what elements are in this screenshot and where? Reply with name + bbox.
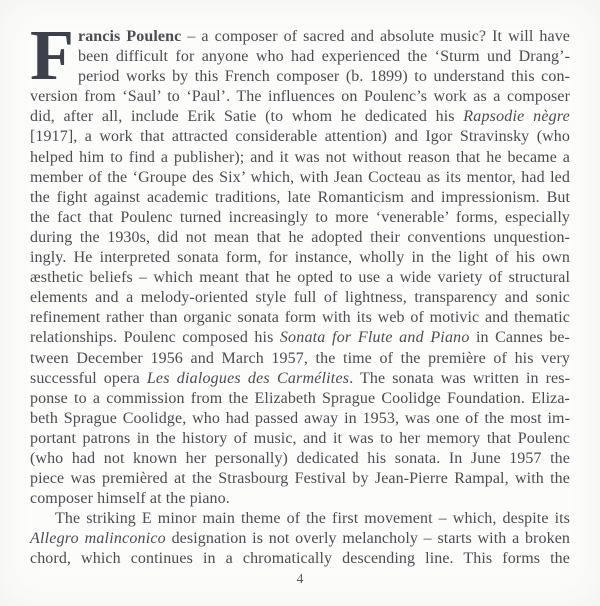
text-line: (who had not known her personally) dedicated his sonata. In June 1957 the xyxy=(30,449,570,467)
text-line: ponse to a commission from the Elizabeth Sprague Coolidge Foundation. Eliza- xyxy=(30,389,570,407)
text-line: The striking E minor main theme of the first movement – which, despite its xyxy=(55,510,570,528)
text-line: member of the ‘Groupe des Six’ which, with Jean Cocteau as its mentor, had led xyxy=(30,168,570,186)
text-line: the fight against academic traditions, late Romanticism and impressionism. But xyxy=(30,188,570,206)
text-line: rancis Poulenc – a composer of sacred and absolute music? It will have xyxy=(78,28,570,45)
dropcap-letter: F xyxy=(30,15,74,95)
text-line: version from ‘Saul’ to ‘Paul’. The influences on Poulenc’s work as a composer xyxy=(30,88,570,106)
text-line: ingly. He interpreted sonata form, for instance, wholly in the light of his own xyxy=(30,249,570,267)
text-line: tween December 1956 and March 1957, the time of the première of his very xyxy=(30,349,570,367)
text-line: Allegro malinconico designation is not overly melancholy – starts with a broken xyxy=(30,530,570,548)
text-line: relationships. Poulenc composed his Sonata for Flute and Piano in Cannes be- xyxy=(30,329,570,347)
paragraph xyxy=(30,509,570,569)
text-line: elements and a melody-oriented style full of lightness, transparency and sonic xyxy=(30,289,570,307)
text-line: been difficult for anyone who had experienced the ‘Sturm und Drang’- xyxy=(78,48,570,66)
text-line: piece was premièred at the Strasbourg Festival by Jean-Pierre Rampal, with the xyxy=(30,470,570,488)
text-line: did, after all, include Erik Satie (to whom he dedicated his Rapsodie nègre xyxy=(30,108,570,126)
page-number: 4 xyxy=(296,571,304,586)
text-line: æsthetic beliefs – which meant that he opted to use a wide variety of structural xyxy=(30,269,570,287)
text-line: [1917], a work that attracted considerable attention) and Igor Stravinsky (who xyxy=(30,128,570,146)
text-line: beth Sprague Coolidge, who had passed away in 1953, was one of the most im- xyxy=(30,409,570,427)
text-line: during the 1930s, did not mean that he adopted their conventions unquestion- xyxy=(30,228,570,246)
text-line: refinement rather than organic sonata form with its web of motivic and thematic xyxy=(30,309,570,327)
text-line: period works by this French composer (b. 1899) to understand this con- xyxy=(78,68,570,86)
text-line: chord, which continues in a chromatically descending line. This forms the xyxy=(30,550,570,568)
text-line: portant patrons in the history of music, and it was to her memory that Poulenc xyxy=(30,429,570,447)
text-line: composer himself at the piano. xyxy=(30,490,230,508)
text-line: helped him to find a publisher); and it was not without reason that he became a xyxy=(30,148,570,166)
text-line: the fact that Poulenc turned increasingly to more ‘venerable’ forms, especially xyxy=(30,208,570,226)
paragraph xyxy=(30,15,570,509)
text-line: successful opera Les dialogues des Carmélites. The sonata was written in res- xyxy=(30,369,570,387)
article-text xyxy=(30,15,570,570)
